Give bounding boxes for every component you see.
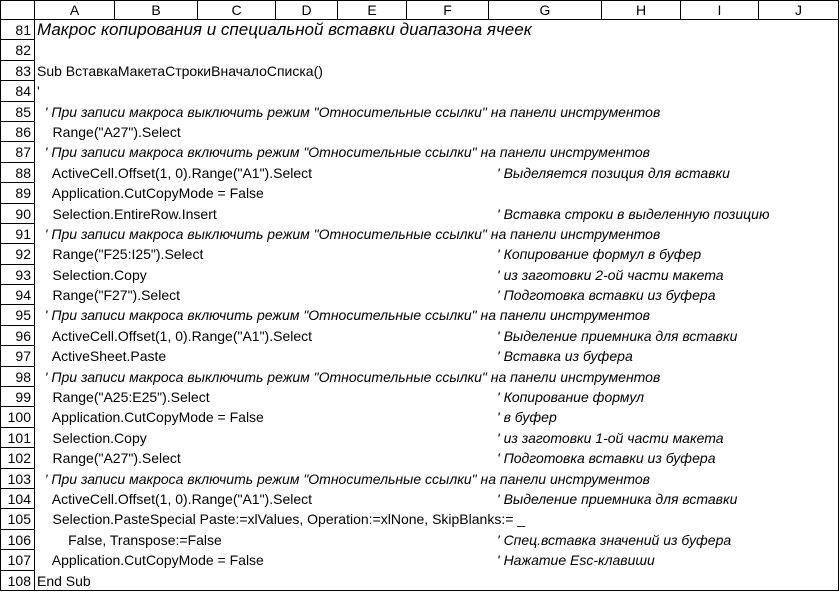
row-cells[interactable] xyxy=(35,122,839,142)
row-header[interactable]: 89 xyxy=(0,183,35,203)
row-header[interactable]: 107 xyxy=(0,550,35,570)
row-header[interactable]: 82 xyxy=(0,40,35,60)
sheet-row xyxy=(0,81,839,101)
sheet-row xyxy=(0,387,839,407)
row-header[interactable]: 87 xyxy=(0,142,35,162)
row-header[interactable]: 106 xyxy=(0,530,35,550)
code-line: ' При записи макроса включить режим "Относительные ссылки" на панели инструментов xyxy=(37,144,650,161)
code-line: Selection.Copy xyxy=(37,429,147,446)
row-cells[interactable] xyxy=(35,204,839,224)
sheet-row xyxy=(0,407,839,427)
row-cells[interactable] xyxy=(35,530,839,550)
sheet-row xyxy=(0,183,839,203)
row-header[interactable]: 84 xyxy=(0,81,35,101)
row-cells[interactable] xyxy=(35,469,839,489)
row-cells[interactable] xyxy=(35,367,839,387)
code-line: ' При записи макроса выключить режим "Относительные ссылки" на панели инструментов xyxy=(37,225,661,242)
row-header[interactable]: 108 xyxy=(0,571,35,591)
row-cells[interactable] xyxy=(35,224,839,244)
row-cells[interactable] xyxy=(35,102,839,122)
sheet-row xyxy=(0,244,839,264)
code-line: ActiveCell.Offset(1, 0).Range("A1").Select xyxy=(37,164,313,181)
code-comment: ' Спец.вставка значений из буфера xyxy=(497,531,732,548)
column-header-row xyxy=(0,0,839,20)
code-line: Selection.Copy xyxy=(37,266,147,283)
row-cells[interactable] xyxy=(35,285,839,305)
row-header[interactable]: 92 xyxy=(0,244,35,264)
code-line: Sub ВставкаМакетаСтрокиВначалоСписка() xyxy=(37,62,323,79)
sheet-row xyxy=(0,163,839,183)
row-cells[interactable] xyxy=(35,550,839,570)
code-line: ActiveSheet.Paste xyxy=(37,348,167,365)
row-cells[interactable] xyxy=(35,244,839,264)
row-cells[interactable] xyxy=(35,571,839,591)
code-comment: ' Выделение приемника для вставки xyxy=(497,490,738,507)
row-header[interactable]: 99 xyxy=(0,387,35,407)
sheet-row xyxy=(0,285,839,305)
column-header[interactable]: H xyxy=(602,0,681,20)
code-line: ' При записи макроса выключить режим "Относительные ссылки" на панели инструментов xyxy=(37,103,661,120)
row-header[interactable]: 95 xyxy=(0,305,35,325)
code-line: ActiveCell.Offset(1, 0).Range("A1").Select xyxy=(37,327,313,344)
code-comment: ' Подготовка вставки из буфера xyxy=(497,287,716,304)
sheet-row xyxy=(0,367,839,387)
code-comment: ' Выделение приемника для вставки xyxy=(497,327,738,344)
row-header[interactable]: 83 xyxy=(0,61,35,81)
code-line: Application.CutCopyMode = False xyxy=(37,552,264,569)
row-header[interactable]: 90 xyxy=(0,204,35,224)
row-cells[interactable] xyxy=(35,326,839,346)
code-line: Range("F27").Select xyxy=(37,287,181,304)
code-line: Application.CutCopyMode = False xyxy=(37,409,264,426)
code-comment: ' Подготовка вставки из буфера xyxy=(497,450,716,467)
code-line: Range("A27").Select xyxy=(37,450,181,467)
sheet-grid xyxy=(0,20,839,591)
sheet-row xyxy=(0,489,839,509)
row-header[interactable]: 96 xyxy=(0,326,35,346)
column-header[interactable]: J xyxy=(759,0,839,20)
column-header[interactable]: D xyxy=(276,0,338,20)
row-header[interactable]: 103 xyxy=(0,469,35,489)
sheet-row xyxy=(0,305,839,325)
code-comment: ' в буфер xyxy=(497,409,557,426)
sheet-row xyxy=(0,550,839,570)
sheet-row xyxy=(0,346,839,366)
code-line: ActiveCell.Offset(1, 0).Range("A1").Select xyxy=(37,490,313,507)
sheet-row xyxy=(0,571,839,591)
row-cells[interactable] xyxy=(35,387,839,407)
sheet-row xyxy=(0,530,839,550)
row-cells[interactable] xyxy=(35,20,839,40)
row-cells[interactable] xyxy=(35,81,839,101)
row-header[interactable]: 100 xyxy=(0,407,35,427)
code-comment: ' Копирование формул xyxy=(497,389,645,406)
sheet-row xyxy=(0,102,839,122)
row-header[interactable]: 88 xyxy=(0,163,35,183)
sheet-row xyxy=(0,20,839,40)
column-header[interactable]: I xyxy=(681,0,759,20)
row-cells[interactable] xyxy=(35,163,839,183)
code-line: Selection.PasteSpecial Paste:=xlValues, Operation:=xlNone, SkipBlanks:= _ xyxy=(37,511,526,528)
code-line: Range("A25:E25").Select xyxy=(37,389,210,406)
sheet-row xyxy=(0,448,839,468)
column-header[interactable]: C xyxy=(198,0,276,20)
row-cells[interactable] xyxy=(35,142,839,162)
sheet-row xyxy=(0,326,839,346)
code-line: ' При записи макроса включить режим "Относительные ссылки" на панели инструментов xyxy=(37,307,650,324)
code-line: End Sub xyxy=(37,572,91,589)
code-line: ' xyxy=(37,83,40,100)
row-cells[interactable] xyxy=(35,509,839,529)
code-line: Application.CutCopyMode = False xyxy=(37,185,264,202)
sheet-row xyxy=(0,61,839,81)
sheet-row xyxy=(0,428,839,448)
row-cells[interactable] xyxy=(35,448,839,468)
row-cells[interactable] xyxy=(35,305,839,325)
row-header[interactable]: 91 xyxy=(0,224,35,244)
code-comment: ' Вставка строки в выделенную позицию xyxy=(497,205,770,222)
row-cells[interactable] xyxy=(35,407,839,427)
code-comment: ' Выделяется позиция для вставки xyxy=(497,164,730,181)
select-all-corner[interactable] xyxy=(0,0,35,20)
row-cells[interactable] xyxy=(35,265,839,285)
sheet-row xyxy=(0,204,839,224)
code-line: Range("A27").Select xyxy=(37,123,181,140)
code-comment: ' Копирование формул в буфер xyxy=(497,246,702,263)
sheet-row xyxy=(0,265,839,285)
row-header[interactable]: 105 xyxy=(0,509,35,529)
code-line: ' При записи макроса выключить режим "Относительные ссылки" на панели инструментов xyxy=(37,368,661,385)
sheet-row xyxy=(0,40,839,60)
code-comment: ' Нажатие Esc-клавиши xyxy=(497,552,655,569)
sheet-row xyxy=(0,224,839,244)
sheet-row xyxy=(0,142,839,162)
code-comment: ' из заготовки 2-ой части макета xyxy=(497,266,724,283)
row-header[interactable]: 85 xyxy=(0,102,35,122)
code-line: ' При записи макроса включить режим "Относительные ссылки" на панели инструментов xyxy=(37,470,650,487)
code-line: Selection.EntireRow.Insert xyxy=(37,205,217,222)
row-header[interactable]: 101 xyxy=(0,428,35,448)
column-header[interactable]: B xyxy=(115,0,198,20)
row-header[interactable]: 94 xyxy=(0,285,35,305)
code-line: False, Transpose:=False xyxy=(37,531,222,548)
column-header[interactable]: F xyxy=(407,0,489,20)
sheet-row xyxy=(0,122,839,142)
row-header[interactable]: 102 xyxy=(0,448,35,468)
sheet-row xyxy=(0,509,839,529)
row-cells[interactable] xyxy=(35,489,839,509)
row-cells[interactable] xyxy=(35,428,839,448)
code-line: Range("F25:I25").Select xyxy=(37,246,204,263)
row-header[interactable]: 104 xyxy=(0,489,35,509)
row-header[interactable]: 97 xyxy=(0,346,35,366)
row-cells[interactable] xyxy=(35,61,839,81)
sheet-row xyxy=(0,469,839,489)
row-header[interactable]: 81 xyxy=(0,20,35,40)
column-header[interactable]: G xyxy=(489,0,602,20)
row-cells[interactable] xyxy=(35,346,839,366)
row-header[interactable]: 86 xyxy=(0,122,35,142)
row-header[interactable]: 98 xyxy=(0,367,35,387)
column-header[interactable]: E xyxy=(338,0,407,20)
column-header[interactable]: A xyxy=(35,0,115,20)
row-cells[interactable] xyxy=(35,183,839,203)
sheet-title: Макрос копирования и специальной вставки диапазона ячеек xyxy=(37,20,532,39)
code-comment: ' из заготовки 1-ой части макета xyxy=(497,429,724,446)
row-header[interactable]: 93 xyxy=(0,265,35,285)
row-cells[interactable] xyxy=(35,40,839,60)
code-comment: ' Вставка из буфера xyxy=(497,348,633,365)
